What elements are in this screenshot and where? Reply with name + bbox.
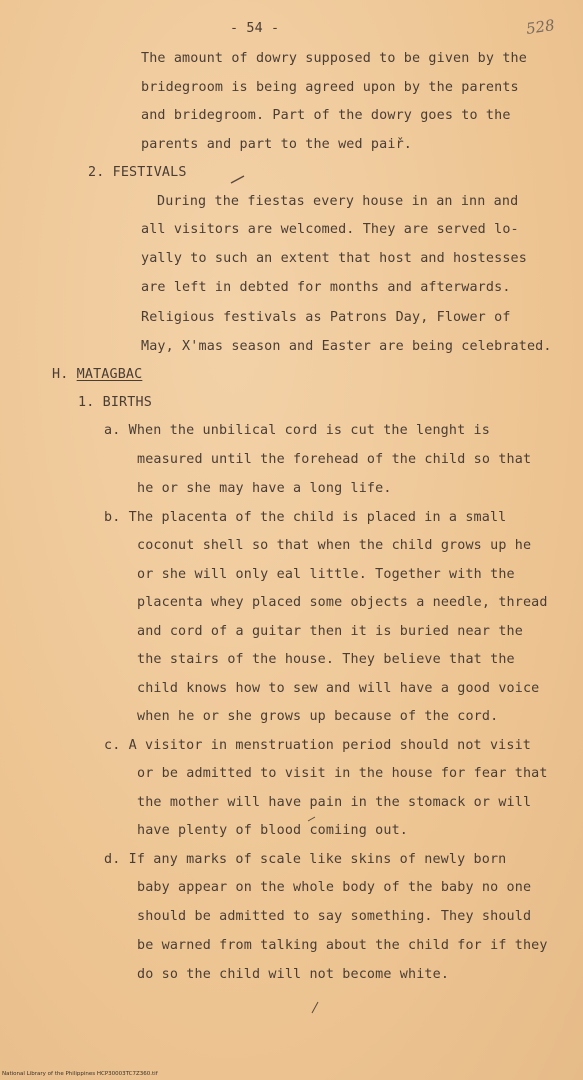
text-line [137, 680, 539, 698]
text-line [141, 79, 519, 97]
text-line [78, 394, 152, 412]
text-line [141, 50, 527, 68]
text-line-content: b. The placenta of the child is placed in a small [104, 510, 507, 525]
text-line-content: should be admitted to say something. They should [137, 909, 532, 924]
text-line-content: d. If any marks of scale like skins of newly born [104, 852, 507, 867]
text-line-content: May, X'mas season and Easter are being celebrated. [141, 339, 552, 354]
text-line-content: H. [52, 367, 77, 382]
text-line [137, 480, 392, 498]
text-line [88, 164, 187, 182]
text-line-content: the stairs of the house. They believe that the [137, 652, 515, 667]
text-line [137, 537, 531, 555]
text-line [137, 451, 531, 469]
text-line-content: a. When the unbilical cord is cut the lenght is [104, 423, 490, 438]
text-line [137, 908, 531, 926]
text-line-content: and bridegroom. Part of the dowry goes to the [141, 108, 511, 123]
text-line-content: During the fiestas every house in an inn and [157, 194, 519, 209]
text-line-content: 1. BIRTHS [78, 395, 152, 410]
text-line-content: The amount of dowry supposed to be given by the [141, 51, 527, 66]
text-line [137, 794, 531, 812]
text-line-content: placenta whey placed some objects a needle, thread [137, 595, 548, 610]
text-line-content: 2. FESTIVALS [88, 165, 187, 180]
text-line [141, 309, 511, 327]
scan-footer: National Library of the Philippines HCP30003TC7Z360.tif [2, 1071, 158, 1077]
text-line-content: or be admitted to visit in the house for fear that [137, 766, 548, 781]
text-line [141, 136, 412, 154]
text-line [137, 623, 523, 641]
text-line-content: coconut shell so that when the child grows up he [137, 538, 532, 553]
text-line-content: c. A visitor in menstruation period should not visit [104, 738, 532, 753]
pen-mark [310, 1000, 320, 1014]
text-line [104, 509, 506, 527]
text-line [141, 338, 552, 356]
text-line [52, 366, 142, 384]
text-line [104, 737, 531, 755]
section-heading-underlined: MATAGBAC [76, 367, 143, 382]
text-line [137, 966, 449, 984]
text-line [137, 566, 515, 584]
text-line [141, 107, 511, 125]
pen-mark [307, 816, 317, 822]
text-line [141, 250, 527, 268]
text-line [137, 822, 408, 840]
text-line-content: Religious festivals as Patrons Day, Flower of [141, 310, 511, 325]
text-line [137, 651, 515, 669]
text-line [137, 708, 498, 726]
handwritten-page-number: 528 [524, 16, 556, 38]
text-line-content: are left in debted for months and afterwards. [141, 280, 511, 295]
text-line-content: the mother will have pain in the stomack or will [137, 795, 532, 810]
text-line [137, 765, 548, 783]
text-line [137, 594, 548, 612]
text-line-content: parents and part to the wed paiř. [141, 137, 412, 152]
text-line-content: bridegroom is being agreed upon by the parents [141, 80, 519, 95]
text-line-content: all visitors are welcomed. They are served lo- [141, 222, 519, 237]
text-line-content: he or she may have a long life. [137, 481, 392, 496]
text-line-content: child knows how to sew and will have a good voice [137, 681, 540, 696]
text-line-content: yally to such an extent that host and hostesses [141, 251, 527, 266]
pen-mark [230, 174, 246, 184]
text-line [157, 193, 518, 211]
text-line-content: and cord of a guitar then it is buried near the [137, 624, 523, 639]
text-line-content: be warned from talking about the child for if they [137, 938, 548, 953]
text-line-content: when he or she grows up because of the cord. [137, 709, 499, 724]
text-line-content: do so the child will not become white. [137, 967, 450, 982]
text-line-content: baby appear on the whole body of the baby no one [137, 880, 532, 895]
page-number: - 54 - [230, 21, 280, 36]
text-line [104, 851, 506, 869]
text-line [141, 221, 519, 239]
text-line [104, 422, 490, 440]
text-line [137, 879, 531, 897]
text-line [141, 279, 511, 297]
text-line-content: or she will only eal little. Together with the [137, 567, 515, 582]
text-line [137, 937, 548, 955]
text-line-content: measured until the forehead of the child so that [137, 452, 532, 467]
text-line-content: have plenty of blood comiing out. [137, 823, 408, 838]
